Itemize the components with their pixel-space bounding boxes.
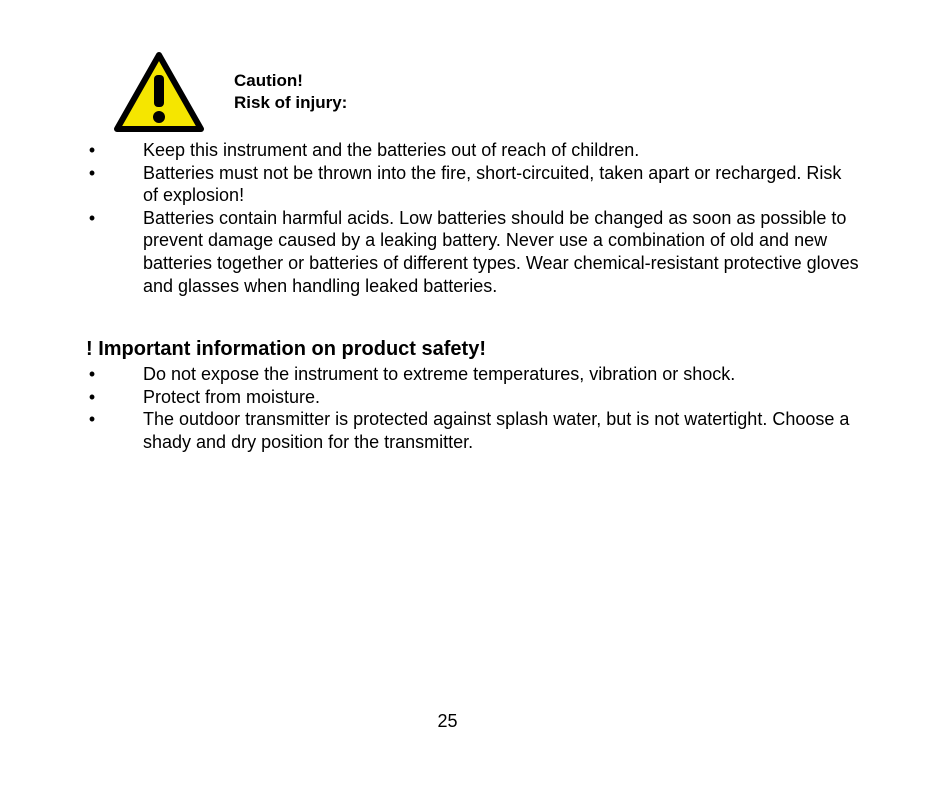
bullet-icon: •: [88, 364, 96, 384]
warning-triangle-icon: [113, 51, 205, 133]
bullet-icon: •: [88, 140, 96, 160]
caution-title: Caution!: [234, 71, 303, 90]
bullet-icon: •: [88, 162, 96, 183]
caution-subtitle: Risk of injury:: [234, 93, 348, 112]
section-heading: ! Important information on product safety!: [86, 338, 486, 360]
list-item: [0, 207, 860, 297]
list-item: [0, 139, 860, 162]
list-item-text: Protect from moisture.: [143, 386, 321, 407]
caution-heading: [234, 70, 347, 114]
list-item: [0, 363, 860, 386]
list-item-text: Batteries contain harmful acids. Low batteries should be changed as soon as possible to prevent damage caused by a leaking battery. Never use a combination of old and new batteries together or batteries of different types. Wear chemical-resistant protective gloves and glasses when handling leaked batteries.: [143, 207, 859, 296]
list-item: [0, 386, 860, 409]
list-item-text: Batteries must not be thrown into the fire, short-circuited, taken apart or recharged. Risk of explosion!: [143, 162, 842, 206]
caution-list: [0, 139, 860, 297]
bullet-icon: •: [88, 207, 96, 228]
bullet-icon: •: [88, 386, 96, 407]
list-item: [0, 162, 860, 207]
bullet-icon: •: [88, 409, 96, 430]
safety-list: [0, 363, 860, 453]
page-number: 25: [437, 711, 458, 731]
list-item-text: The outdoor transmitter is protected against splash water, but is not watertight. Choose a shady and dry position for the transmitter.: [143, 409, 850, 452]
list-item: [0, 408, 860, 453]
list-item-text: Keep this instrument and the batteries out of reach of children.: [143, 140, 640, 160]
list-item-text: Do not expose the instrument to extreme temperatures, vibration or shock.: [143, 364, 736, 384]
